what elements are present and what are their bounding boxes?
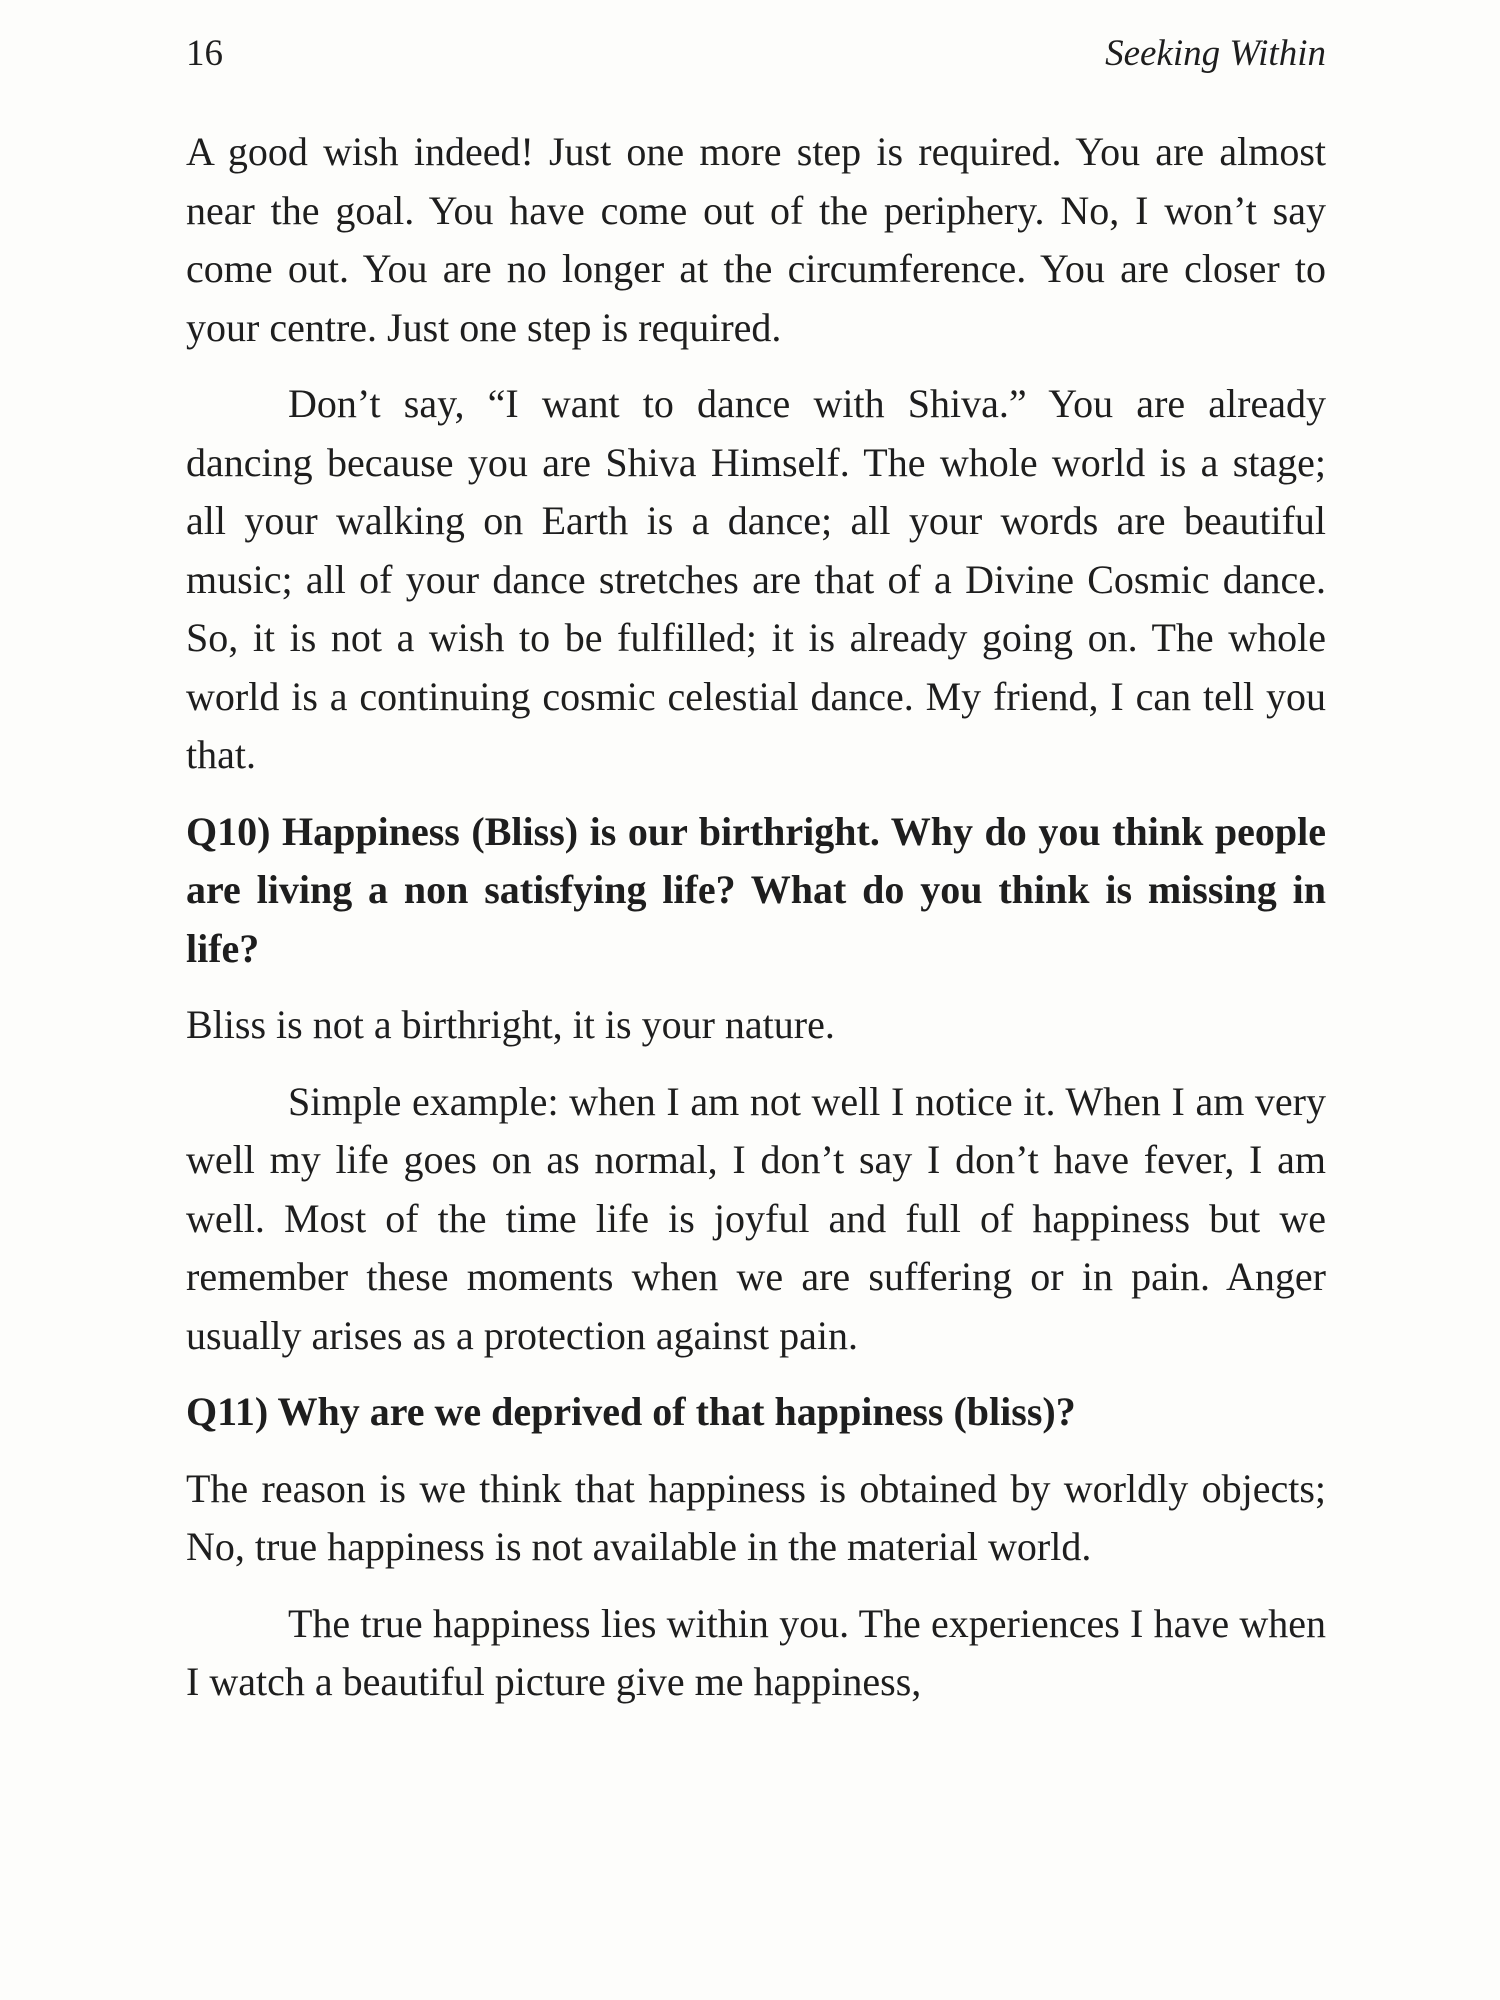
answer-10-paragraph-1: Bliss is not a birthright, it is your nature. bbox=[186, 1002, 835, 1047]
paragraph-1: A good wish indeed! Just one more step is required. You are almost near the goal. You have come out of the periphery. No, I won’t say come out. You are no longer at the circumference. You are closer to your centre. Just one step is required. bbox=[186, 129, 1326, 350]
question-11: Q11) Why are we deprived of that happiness (bliss)? bbox=[186, 1389, 1076, 1434]
answer-11-paragraph-2: The true happiness lies within you. The experiences I have when I watch a beautiful picture give me happiness, bbox=[186, 1600, 1326, 1704]
running-title: Seeking Within bbox=[1105, 33, 1326, 74]
question-10: Q10) Happiness (Bliss) is our birthright. Why do you think people are living a non satisfying life? What do you think is missing in life? bbox=[186, 808, 1326, 971]
page-number: 16 bbox=[186, 33, 223, 74]
paragraph-2: Don’t say, “I want to dance with Shiva.” You are already dancing because you are Shiva Himself. The whole world is a stage; all your walking on Earth is a dance; all your words are beautiful music; all of your dance stretches are that of a Divine Cosmic dance. So, it is not a wish to be fulfilled; it is already going on. The whole world is a continuing cosmic celestial dance. My friend, I can tell you that. bbox=[186, 381, 1326, 777]
answer-11-paragraph-1: The reason is we think that happiness is obtained by worldly objects; No, true happiness is not available in the material world. bbox=[186, 1465, 1326, 1569]
page-content bbox=[186, 123, 1326, 1712]
answer-10-paragraph-2: Simple example: when I am not well I notice it. When I am very well my life goes on as normal, I don’t say I don’t have fever, I am well. Most of the time life is joyful and full of happiness but we remember these moments when we are suffering or in pain. Anger usually arises as a protection against pain. bbox=[186, 1078, 1326, 1358]
page-header bbox=[186, 28, 1326, 88]
